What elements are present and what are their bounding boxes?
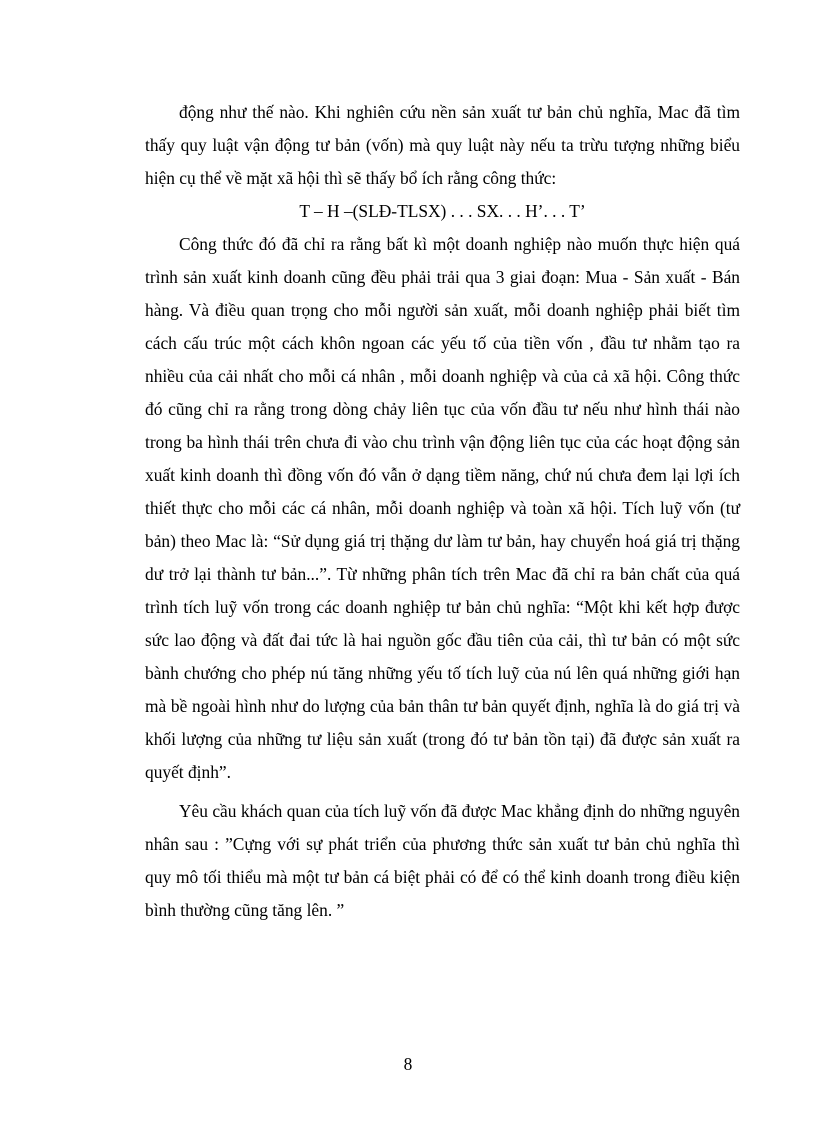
paragraph-1: động như thế nào. Khi nghiên cứu nền sản xuất tư bản chủ nghĩa, Mac đã tìm thấy quy luật vận động tư bản (vốn) mà quy luật này nếu ta trừu tượng những biểu hiện cụ thể về mặt xã hội thì sẽ thấy bổ ích rằng công thức:	[145, 102, 740, 188]
capital-formula: T – H –(SLĐ-TLSX) . . . SX. . . H’. . . T’	[299, 201, 586, 221]
paragraph-3: Yêu cầu khách quan của tích luỹ vốn đã được Mac khẳng định do những nguyên nhân sau : ”Cựng với sự phát triển của phương thức sản xuất tư bản chủ nghĩa thì quy mô tối thiểu mà một tư bản cá biệt phải có để có thể kinh doanh trong điều kiện bình thường cũng tăng lên. ”	[145, 801, 740, 920]
page-number: 8	[403, 1054, 413, 1074]
document-body	[145, 96, 740, 927]
paragraph-2: Công thức đó đã chỉ ra rằng bất kì một doanh nghiệp nào muốn thực hiện quá trình sản xuất kinh doanh cũng đều phải trải qua 3 giai đoạn: Mua - Sản xuất - Bán hàng. Và điều quan trọng cho mỗi người sản xuất, mỗi doanh nghiệp phải biết tìm cách cấu trúc một cách khôn ngoan các yếu tố của tiền vốn , đầu tư nhằm tạo ra nhiều của cải nhất cho mỗi cá nhân , mỗi doanh nghiệp và của cả xã hội. Công thức đó cũng chỉ ra rằng trong dòng chảy liên tục của vốn đầu tư nếu như hình thái nào trong ba hình thái trên chưa đi vào chu trình vận động liên tục của các hoạt động sản xuất kinh doanh thì đồng vốn đó vẫn ở dạng tiềm năng, chứ nú chưa đem lại lợi ích thiết thực cho mỗi các cá nhân, mỗi doanh nghiệp và toàn xã hội. Tích luỹ vốn (tư bản) theo Mac là: “Sử dụng giá trị thặng dư làm tư bản, hay chuyển hoá giá trị thặng dư trở lại thành tư bản...”. Từ những phân tích trên Mac đã chỉ ra bản chất của quá trình tích luỹ vốn trong các doanh nghiệp tư bản chủ nghĩa: “Một khi kết hợp được sức lao động và đất đai tức là hai nguồn gốc đầu tiên của cải, thì tư bản có một sức bành chướng cho phép nú tăng những yếu tố tích luỹ của nú lên quá những giới hạn mà bề ngoài hình như do lượng của bản thân tư bản quyết định, nghĩa là do giá trị và khối lượng của những tư liệu sản xuất (trong đó tư bản tồn tại) đã được sản xuất ra quyết định”.	[145, 234, 740, 782]
